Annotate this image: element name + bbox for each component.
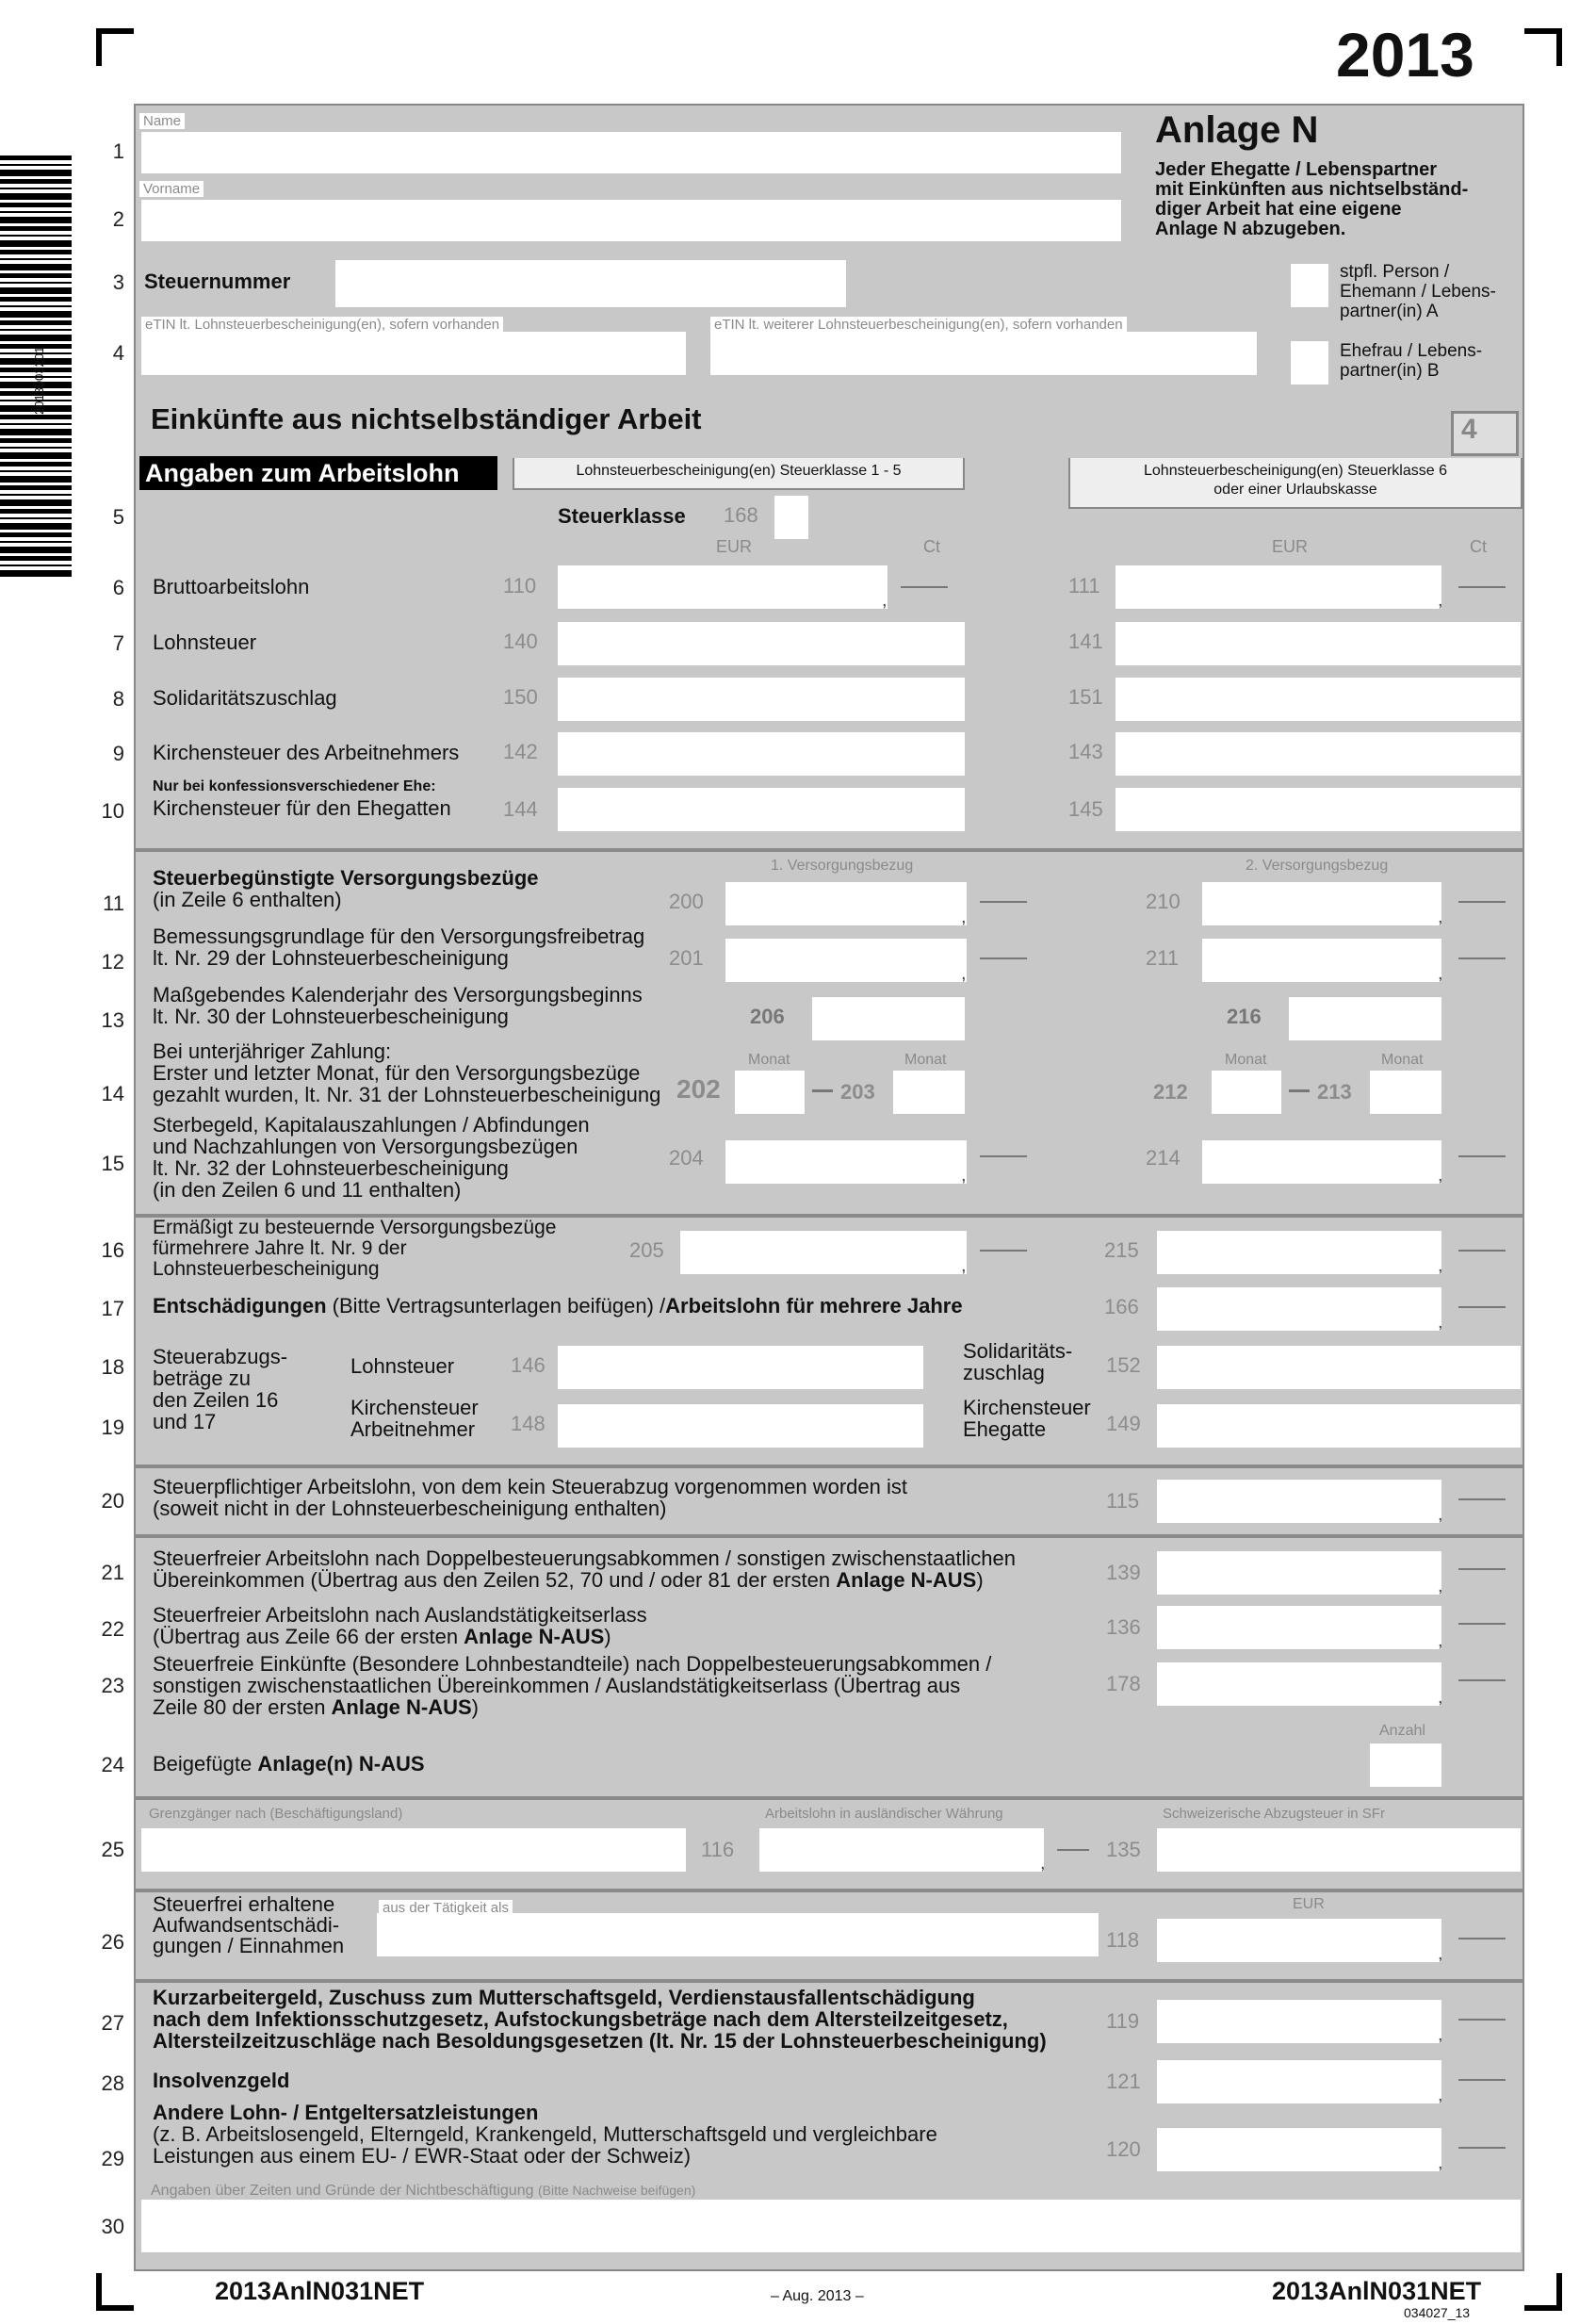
comma-mark: , (1438, 1165, 1443, 1186)
vorname-caption: Vorname (139, 181, 204, 197)
row16-input-215[interactable] (1157, 1231, 1441, 1274)
versorgung-input-206[interactable] (812, 997, 965, 1040)
versorgung-input-210[interactable] (1202, 882, 1441, 925)
footer-right-code: 2013AnlN031NET (1272, 2277, 1482, 2305)
code-145: 145 (1068, 797, 1103, 821)
cent-dash (1458, 1306, 1506, 1308)
line-number-26: 26 (101, 1930, 124, 1954)
comma-mark: , (1438, 1312, 1443, 1333)
comma-mark: , (961, 1255, 967, 1276)
row23-label: Steuerfreie Einkünfte (Besondere Lohnbestandteile) nach Doppelbesteuerungsabkommen / sonstigen zwischenstaatlichen Übereinkommen / Auslandstätigkeitserlass (Übertrag aus Zeile 80 der ersten Anlage N-AUS) (153, 1652, 992, 1719)
versorgung-col2-header: 2. Versorgungsbezug (1246, 858, 1389, 874)
line-number-12: 12 (101, 950, 124, 974)
line-number-29: 29 (101, 2147, 124, 2170)
cent-dash (1057, 1849, 1089, 1851)
name-caption: Name (139, 113, 185, 129)
code-115: 115 (1106, 1489, 1140, 1513)
row18-input-152[interactable] (1157, 1346, 1521, 1389)
row27-label: Kurzarbeitergeld, Zuschuss zum Mutterschaftsgeld, Verdienstausfallentschädigung nach dem Infektionsschutzgesetz, Aufstockungsbeträge nach dem Altersteilzeitgesetz, Altersteilzeitzuschläge nach Besoldungsgesetzen (lt. Nr. 15 der Lohnsteuerbescheinigung) (153, 1986, 1047, 2053)
code-152: 152 (1106, 1353, 1141, 1377)
code-142: 142 (503, 740, 538, 763)
bruttoarbeitslohn-input-2[interactable] (1116, 565, 1441, 609)
comma-mark: , (961, 1165, 967, 1186)
comma-mark: , (1438, 2152, 1443, 2173)
comma-mark: , (1040, 1853, 1046, 1874)
row26-label: Steuerfrei erhaltene Aufwandsentschädi- gungen / Einnahmen (153, 1892, 345, 1957)
etin2-caption: eTIN lt. weiterer Lohnsteuerbescheinigung(en), sofern vorhanden (710, 317, 1127, 333)
code-116: 116 (701, 1838, 735, 1861)
monat-header: Monat (1381, 1052, 1424, 1068)
monat-header: Monat (748, 1052, 790, 1068)
taetigkeit-caption: aus der Tätigkeit als (379, 1900, 513, 1916)
separator (134, 1889, 1524, 1892)
comma-mark: , (1438, 1630, 1443, 1651)
row16-label: Ermäßigt zu besteuernde Versorgungsbezüge fürmehrere Jahre lt. Nr. 9 der Lohnsteuerbescheinigung (153, 1217, 557, 1280)
versorgung-label-13: Maßgebendes Kalenderjahr des Versorgungsbeginns lt. Nr. 30 der Lohnsteuerbescheinigung (153, 983, 643, 1028)
row18-input-146[interactable] (558, 1346, 923, 1389)
person-b-checkbox[interactable] (1291, 341, 1328, 385)
comma-mark: , (882, 590, 888, 611)
lohnsteuer-input-2[interactable] (1116, 622, 1521, 665)
kist-eg-label: Kirchensteuer für den Ehegatten (153, 796, 451, 820)
corner-mark-tr (1524, 28, 1562, 66)
code-136: 136 (1106, 1615, 1141, 1639)
line-number-10: 10 (101, 799, 124, 823)
line-number-15: 15 (101, 1152, 124, 1175)
row19-input-148[interactable] (558, 1404, 923, 1448)
form-title: Anlage N (1155, 109, 1319, 151)
code-118: 118 (1106, 1928, 1140, 1952)
eur-header-2: EUR (1272, 537, 1309, 556)
line-number-25: 25 (101, 1838, 124, 1861)
row22-label: Steuerfreier Arbeitslohn nach Auslandstätigkeitserlass (Übertrag aus Zeile 66 der ersten Anlage N-AUS) (153, 1603, 647, 1648)
line-number-22: 22 (101, 1617, 124, 1641)
code-150: 150 (503, 685, 538, 709)
monat-input-203[interactable] (893, 1071, 965, 1114)
line-number-23: 23 (101, 1674, 124, 1697)
row24-anzahl-input[interactable] (1370, 1743, 1441, 1787)
row29-input-120[interactable] (1157, 2128, 1441, 2171)
separator (134, 848, 1524, 852)
monat-input-212[interactable] (1212, 1071, 1281, 1114)
monat-input-213[interactable] (1370, 1071, 1441, 1114)
name-input[interactable] (141, 132, 1121, 173)
cent-dash (980, 1250, 1027, 1252)
code-203: 203 (840, 1080, 875, 1104)
code-119: 119 (1106, 2009, 1140, 2033)
line-number-4: 4 (112, 341, 124, 365)
cent-dash (980, 1155, 1027, 1157)
corner-mark-tl (96, 28, 134, 66)
code-135: 135 (1106, 1838, 1141, 1861)
code-214: 214 (1146, 1146, 1181, 1170)
auslandslohn-input[interactable] (759, 1828, 1044, 1872)
kist-an-input-2[interactable] (1116, 732, 1521, 776)
code-200: 200 (669, 890, 704, 913)
code-149: 149 (1106, 1412, 1141, 1435)
vorname-input[interactable] (141, 200, 1121, 241)
row23-input-178[interactable] (1157, 1662, 1441, 1706)
etin2-input[interactable] (710, 332, 1257, 375)
comma-mark: , (1438, 963, 1443, 984)
cent-dash (1458, 1568, 1506, 1570)
schweiz-abzugsteuer-input[interactable] (1157, 1828, 1521, 1872)
kist-eg-input-1[interactable] (558, 788, 965, 831)
cent-dash (1458, 1938, 1506, 1939)
ct-header-1: Ct (923, 537, 940, 556)
versorgung-label-11: Steuerbegünstigte Versorgungsbezüge (in Zeile 6 enthalten) (153, 866, 539, 911)
person-b-label: Ehefrau / Lebens- partner(in) B (1340, 341, 1483, 381)
steuerklasse-input[interactable] (774, 496, 808, 539)
line-number-24: 24 (101, 1753, 124, 1776)
row26-input-118[interactable] (1157, 1919, 1441, 1962)
eur-header-26: EUR (1293, 1896, 1325, 1912)
versorgung-input-211[interactable] (1202, 939, 1441, 982)
code-216: 216 (1227, 1005, 1262, 1028)
cent-dash (980, 901, 1027, 903)
grenzgaenger-caption: Grenzgänger nach (Beschäftigungsland) (149, 1806, 403, 1822)
row21-input-139[interactable] (1157, 1551, 1441, 1595)
cent-dash (1458, 586, 1506, 588)
row27-input-119[interactable] (1157, 2000, 1441, 2043)
form-subtitle: Jeder Ehegatte / Lebenspartner mit Einkünften aus nichtselbständ- diger Arbeit hat eine eigene Anlage N abzugeben. (1155, 159, 1469, 239)
corner-mark-bl (96, 2273, 134, 2311)
footer-left-code: 2013AnlN031NET (215, 2277, 425, 2305)
code-111: 111 (1068, 574, 1100, 597)
code-151: 151 (1068, 685, 1103, 709)
code-120: 120 (1106, 2137, 1141, 2161)
kist-an-label-19: Kirchensteuer Arbeitnehmer (350, 1396, 479, 1441)
code-140: 140 (503, 630, 538, 653)
taetigkeit-input[interactable] (377, 1913, 1099, 1956)
steuernummer-input[interactable] (335, 260, 846, 307)
code-211: 211 (1146, 946, 1180, 970)
schweiz-abzugsteuer-caption: Schweizerische Abzugsteuer in SFr (1163, 1806, 1385, 1822)
line-number-18: 18 (101, 1355, 124, 1379)
comma-mark: , (1438, 2024, 1443, 2045)
soli-input-2[interactable] (1116, 678, 1521, 721)
versorgung-input-216[interactable] (1289, 997, 1441, 1040)
steuernummer-label: Steuernummer (144, 270, 291, 293)
line-number-21: 21 (101, 1561, 124, 1584)
comma-mark: , (1438, 1943, 1443, 1964)
monat-header: Monat (1225, 1052, 1267, 1068)
code-178: 178 (1106, 1672, 1141, 1695)
line-number-7: 7 (112, 631, 124, 655)
versorgung-label-15: Sterbegeld, Kapitalauszahlungen / Abfindungen und Nachzahlungen von Versorgungsbezügen lt. Nr. 32 der Lohnsteuerbescheinigung (in den Zeilen 6 und 11 enthalten) (153, 1113, 590, 1202)
line-number-20: 20 (101, 1489, 124, 1513)
comma-mark: , (1438, 907, 1443, 927)
cent-dash (1458, 1679, 1506, 1681)
code-168: 168 (724, 503, 758, 527)
code-121: 121 (1106, 2070, 1141, 2093)
soli-input-1[interactable] (558, 678, 965, 721)
range-dash (812, 1089, 833, 1092)
bruttoarbeitslohn-input-1[interactable] (558, 565, 888, 609)
steuerabzug-group-label: Steuerabzugs- beträge zu den Zeilen 16 und 17 (153, 1345, 288, 1433)
row20-label: Steuerpflichtiger Arbeitslohn, von dem kein Steuerabzug vorgenommen worden ist (soweit nicht in der Lohnsteuerbescheinigung enthalten) (153, 1475, 908, 1520)
versorgung-input-201[interactable] (725, 939, 967, 982)
code-204: 204 (669, 1146, 704, 1170)
code-141: 141 (1068, 630, 1103, 653)
line-number-28: 28 (101, 2071, 124, 2095)
code-212: 212 (1153, 1080, 1188, 1104)
line-number-11: 11 (103, 892, 124, 915)
footer-date: – Aug. 2013 – (771, 2288, 864, 2304)
person-a-label: stpfl. Person / Ehemann / Lebens- partner(in) A (1340, 262, 1496, 321)
comma-mark: , (1438, 590, 1443, 611)
cent-dash (1458, 2019, 1506, 2021)
nichtbeschaeftigung-input[interactable] (141, 2200, 1521, 2252)
row21-label: Steuerfreier Arbeitslohn nach Doppelbesteuerungsabkommen / sonstigen zwischenstaatlichen Übereinkommen (Übertrag aus den Zeilen 52, 70 und / oder 81 der ersten Anlage N-AUS) (153, 1547, 1016, 1592)
comma-mark: , (961, 907, 967, 927)
row20-input-115[interactable] (1157, 1480, 1441, 1523)
row17-label: Entschädigungen (Bitte Vertragsunterlagen beifügen) /Arbeitslohn für mehrere Jahre (153, 1294, 963, 1317)
footer-sub-code: 034027_13 (1404, 2305, 1471, 2320)
anzahl-header: Anzahl (1379, 1723, 1425, 1739)
lohnsteuer-input-1[interactable] (558, 622, 965, 665)
versorgung-col1-header: 1. Versorgungsbezug (771, 858, 914, 874)
kist-eg-note: Nur bei konfessionsverschiedener Ehe: (153, 778, 436, 794)
cent-dash (1458, 2147, 1506, 2149)
code-205: 205 (629, 1238, 664, 1262)
comma-mark: , (1438, 1255, 1443, 1276)
code-166: 166 (1104, 1295, 1139, 1318)
versorgung-label-14: Bei unterjähriger Zahlung: Erster und letzter Monat, für den Versorgungsbezüge gezahlt wurden, lt. Nr. 31 der Lohnsteuerbescheinigung (153, 1039, 661, 1106)
line-number-27: 27 (101, 2011, 124, 2035)
line-number-13: 13 (101, 1008, 124, 1032)
cent-dash (1458, 2079, 1506, 2081)
separator (134, 1465, 1524, 1468)
cent-dash (980, 957, 1027, 959)
monat-input-202[interactable] (735, 1071, 805, 1114)
line-number-1: 1 (112, 139, 124, 163)
line-number-8: 8 (112, 687, 124, 711)
barcode-number: 2013003201 (32, 346, 46, 415)
ct-header-2: Ct (1470, 537, 1487, 556)
cent-dash (1458, 1498, 1506, 1500)
form-year: 2013 (1336, 20, 1474, 90)
code-139: 139 (1106, 1561, 1141, 1584)
comma-mark: , (1438, 1504, 1443, 1525)
lohnsteuer-label: Lohnsteuer (153, 630, 257, 654)
row24-label: Beigefügte Anlage(n) N-AUS (153, 1752, 425, 1776)
insolvenzgeld-label: Insolvenzgeld (153, 2069, 290, 2092)
cent-dash (901, 586, 948, 588)
code-143: 143 (1068, 740, 1103, 763)
code-215: 215 (1104, 1238, 1139, 1262)
versorgung-input-200[interactable] (725, 882, 967, 925)
line-number-3: 3 (112, 270, 124, 294)
cent-dash (1458, 1250, 1506, 1252)
cent-dash (1458, 957, 1506, 959)
cent-dash (1458, 1155, 1506, 1157)
line-number-9: 9 (112, 742, 124, 765)
comma-mark: , (961, 963, 967, 984)
bruttoarbeitslohn-label: Bruttoarbeitslohn (153, 575, 310, 598)
line-number-17: 17 (101, 1297, 124, 1320)
line-number-5: 5 (112, 505, 124, 529)
comma-mark: , (1438, 2085, 1443, 2105)
line-number-19: 19 (101, 1416, 124, 1439)
kist-eg-label-19: Kirchensteuer Ehegatte (963, 1396, 1091, 1441)
auslandslohn-caption: Arbeitslohn in ausländischer Währung (765, 1806, 1003, 1822)
cent-dash (1458, 1623, 1506, 1625)
line-number-2: 2 (112, 207, 124, 231)
etin1-caption: eTIN lt. Lohnsteuerbescheinigung(en), sofern vorhanden (141, 317, 503, 333)
tab-steuerklasse-1-5: Lohnsteuerbescheinigung(en) Steuerklasse 1 - 5 (513, 458, 965, 490)
code-201: 201 (669, 946, 704, 970)
kist-eg-input-2[interactable] (1116, 788, 1521, 831)
comma-mark: , (1438, 1687, 1443, 1708)
etin1-input[interactable] (141, 332, 686, 375)
code-202: 202 (676, 1074, 721, 1104)
code-148: 148 (511, 1412, 546, 1435)
box-number: 4 (1451, 411, 1519, 456)
row19-input-149[interactable] (1157, 1404, 1521, 1448)
code-210: 210 (1146, 890, 1181, 913)
line-number-6: 6 (112, 576, 124, 599)
row29-label: Andere Lohn- / Entgeltersatzleistungen (z. B. Arbeitslosengeld, Elterngeld, Krankengeld, Mutterschaftsgeld und vergleichbare Leistungen aus einem EU- / EWR-Staat oder der Schweiz) (153, 2101, 937, 2168)
cent-dash (1458, 901, 1506, 903)
tab-steuerklasse-6: Lohnsteuerbescheinigung(en) Steuerklasse 6 oder einer Urlaubskasse (1068, 458, 1523, 509)
versorgung-input-214[interactable] (1202, 1140, 1441, 1184)
person-a-checkbox[interactable] (1291, 264, 1328, 307)
section-title: Einkünfte aus nichtselbständiger Arbeit (151, 402, 702, 435)
line-number-16: 16 (101, 1238, 124, 1262)
line-number-14: 14 (101, 1082, 124, 1105)
nichtbeschaeftigung-caption: Angaben über Zeiten und Gründe der Nichtbeschäftigung (Bitte Nachweise beifügen) (151, 2183, 696, 2199)
line-number-30: 30 (101, 2215, 124, 2238)
soli-label: Solidaritätszuschlag (153, 686, 337, 710)
row17-input-166[interactable] (1157, 1287, 1441, 1331)
row16-input-205[interactable] (680, 1231, 967, 1274)
arbeitslohn-heading: Angaben zum Arbeitslohn (139, 456, 497, 490)
monat-header: Monat (904, 1052, 947, 1068)
separator (134, 1796, 1524, 1800)
code-146: 146 (511, 1353, 546, 1377)
grenzgaenger-input[interactable] (141, 1828, 686, 1872)
row22-input-136[interactable] (1157, 1606, 1441, 1649)
versorgung-input-204[interactable] (725, 1140, 967, 1184)
steuerklasse-label: Steuerklasse (558, 504, 686, 528)
comma-mark: , (1438, 1576, 1443, 1596)
code-213: 213 (1317, 1080, 1352, 1104)
code-110: 110 (503, 574, 537, 597)
code-144: 144 (503, 797, 538, 821)
range-dash (1289, 1089, 1310, 1092)
soli-label-18: Solidaritäts- zuschlag (963, 1339, 1073, 1384)
corner-mark-br (1524, 2273, 1562, 2311)
separator (134, 1534, 1524, 1538)
code-206: 206 (750, 1005, 785, 1028)
separator (134, 1979, 1524, 1983)
kist-an-input-1[interactable] (558, 732, 965, 776)
lohnsteuer-label-18: Lohnsteuer (350, 1354, 455, 1378)
versorgung-label-12: Bemessungsgrundlage für den Versorgungsfreibetrag lt. Nr. 29 der Lohnsteuerbescheinigung (153, 925, 645, 970)
row28-input-121[interactable] (1157, 2060, 1441, 2103)
kist-an-label: Kirchensteuer des Arbeitnehmers (153, 741, 460, 764)
eur-header-1: EUR (716, 537, 753, 556)
